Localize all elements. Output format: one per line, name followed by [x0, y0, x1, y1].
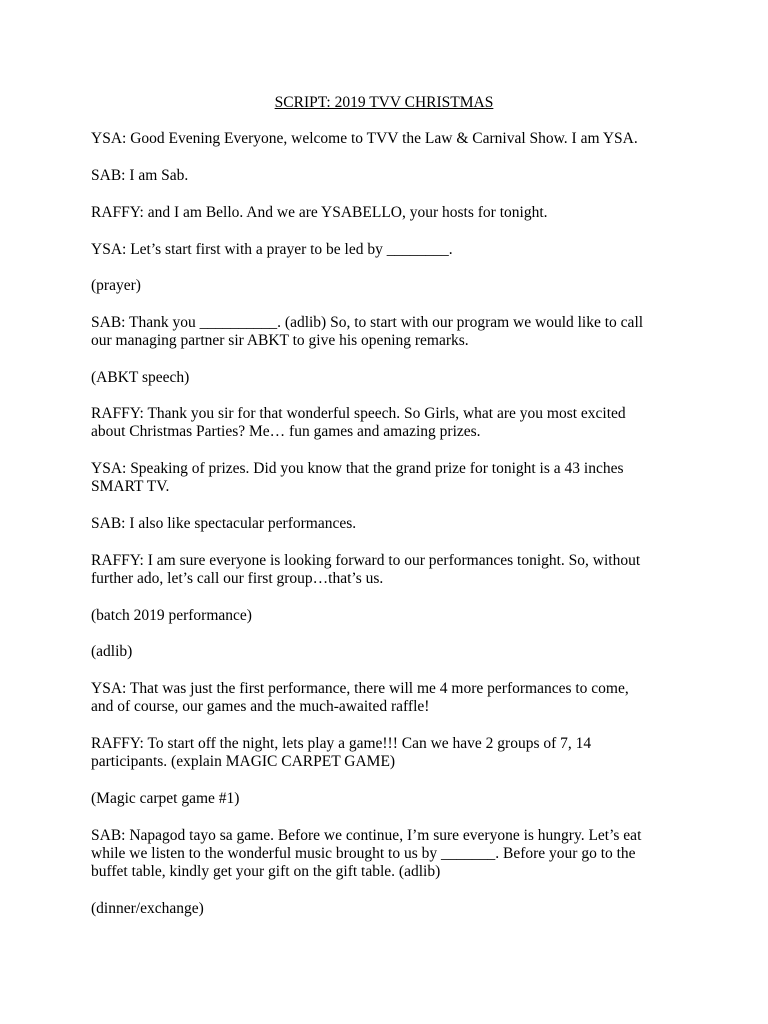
script-paragraph	[91, 314, 691, 350]
script-line: further ado, let’s call our first group…that’s us.	[91, 570, 384, 587]
script-line: (ABKT speech)	[91, 369, 190, 386]
script-line: SAB: Napagod tayo sa game. Before we continue, I’m sure everyone is hungry. Let’s eat	[91, 827, 642, 844]
script-line: SAB: I also like spectacular performances.	[91, 515, 357, 532]
script-line: about Christmas Parties? Me… fun games and amazing prizes.	[91, 423, 481, 440]
script-line: (adlib)	[91, 643, 133, 660]
script-paragraph	[91, 790, 691, 808]
script-line: SAB: Thank you __________. (adlib) So, to start with our program we would like to call	[91, 314, 644, 331]
script-line: (batch 2019 performance)	[91, 607, 252, 624]
script-line: RAFFY: Thank you sir for that wonderful speech. So Girls, what are you most excited	[91, 405, 626, 422]
script-paragraph	[91, 167, 691, 185]
script-line: RAFFY: and I am Bello. And we are YSABELLO, your hosts for tonight.	[91, 204, 548, 221]
script-paragraph	[91, 735, 691, 771]
script-paragraph	[91, 204, 691, 222]
script-paragraph	[91, 607, 691, 625]
script-line: our managing partner sir ABKT to give his opening remarks.	[91, 332, 469, 349]
script-paragraph	[91, 130, 691, 148]
script-line: YSA: Good Evening Everyone, welcome to TVV the Law & Carnival Show. I am YSA.	[91, 130, 638, 147]
script-line: SMART TV.	[91, 478, 170, 495]
script-line: (dinner/exchange)	[91, 900, 204, 917]
document-title: SCRIPT: 2019 TVV CHRISTMAS	[274, 94, 494, 111]
script-line: participants. (explain MAGIC CARPET GAME)	[91, 753, 396, 770]
script-paragraph	[91, 241, 691, 259]
script-line: while we listen to the wonderful music brought to us by _______. Before your go to the	[91, 845, 636, 862]
script-line: SAB: I am Sab.	[91, 167, 189, 184]
script-line: YSA: Let’s start first with a prayer to be led by ________.	[91, 241, 453, 258]
script-paragraph	[91, 369, 691, 387]
script-paragraph	[91, 552, 691, 588]
script-paragraph	[91, 460, 691, 496]
script-line: and of course, our games and the much-awaited raffle!	[91, 698, 430, 715]
script-paragraph	[91, 277, 691, 295]
script-paragraph	[91, 515, 691, 533]
script-line: YSA: That was just the first performance, there will me 4 more performances to come,	[91, 680, 629, 697]
script-paragraph	[91, 643, 691, 661]
script-paragraph	[91, 680, 691, 716]
script-paragraph	[91, 827, 691, 881]
script-paragraph	[91, 900, 691, 918]
script-line: (prayer)	[91, 277, 141, 294]
script-line: buffet table, kindly get your gift on the gift table. (adlib)	[91, 863, 441, 880]
script-line: YSA: Speaking of prizes. Did you know that the grand prize for tonight is a 43 inches	[91, 460, 624, 477]
script-line: (Magic carpet game #1)	[91, 790, 240, 807]
script-line: RAFFY: I am sure everyone is looking forward to our performances tonight. So, without	[91, 552, 641, 569]
script-paragraph	[91, 405, 691, 441]
script-line: RAFFY: To start off the night, lets play a game!!! Can we have 2 groups of 7, 14	[91, 735, 592, 752]
